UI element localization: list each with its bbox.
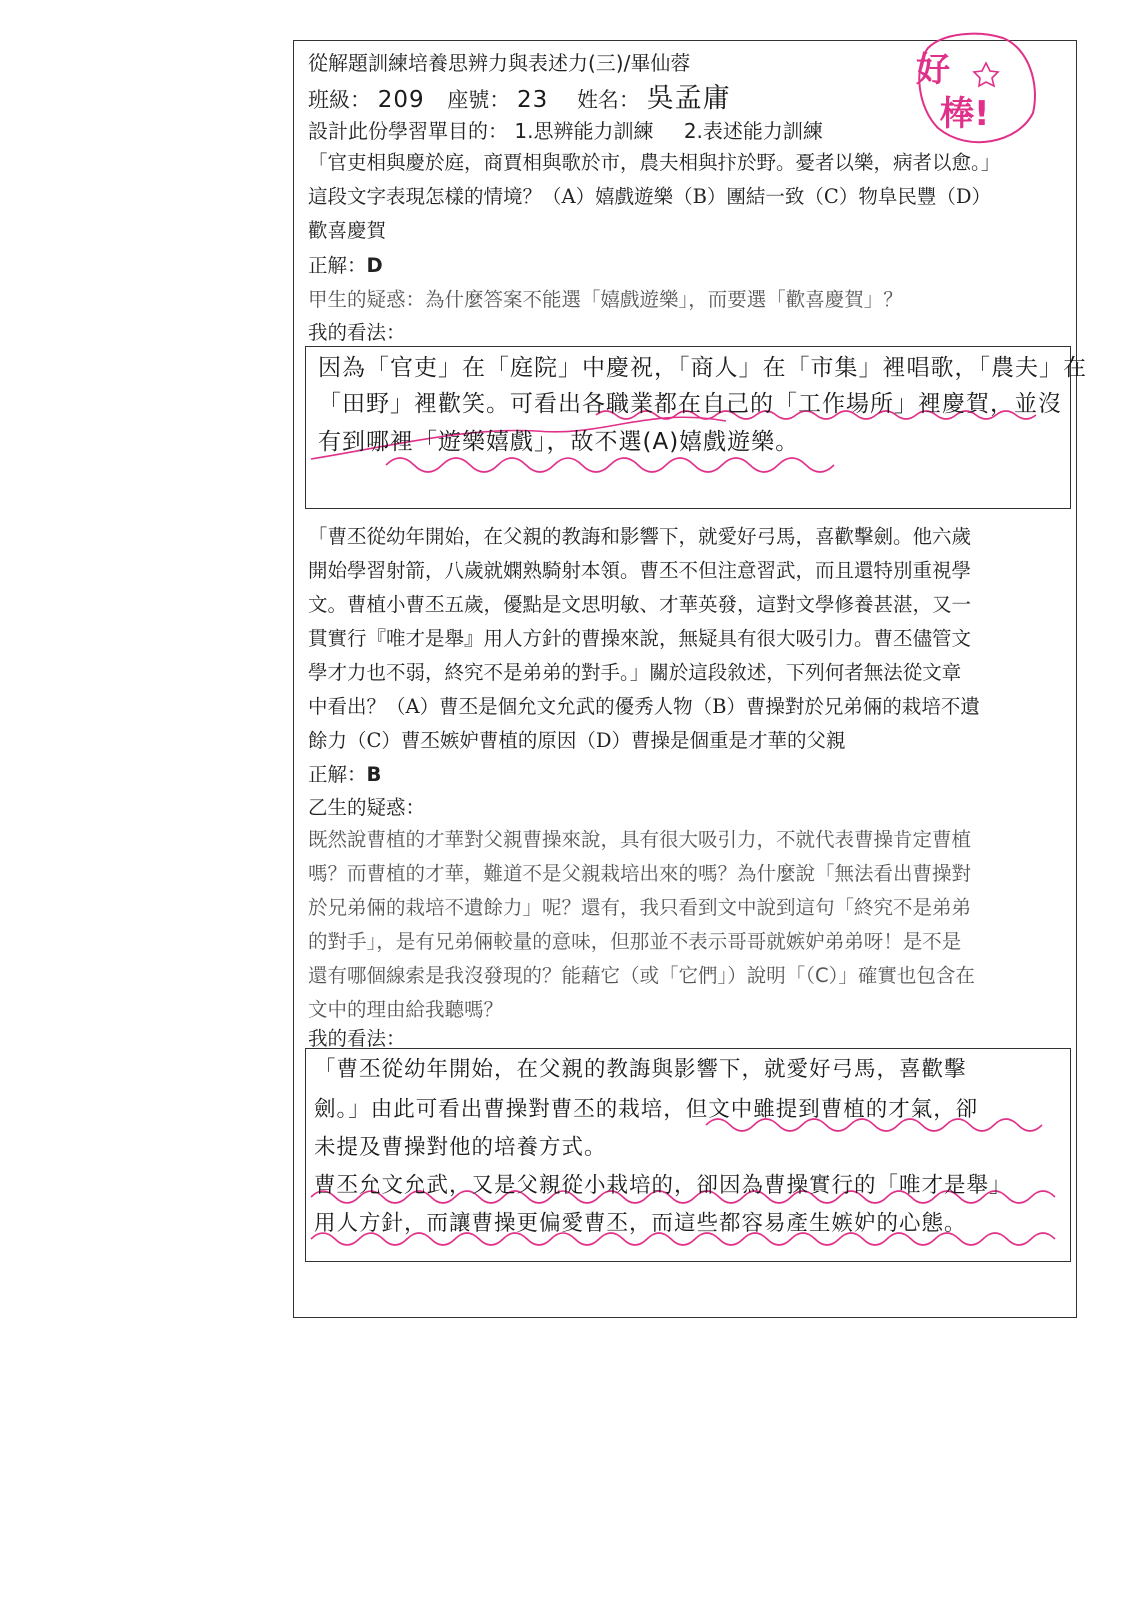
purpose-row [308, 118, 823, 144]
q2-passage-line-1: 「曹丕從幼年開始，在父親的教誨和影響下，就愛好弓馬，喜歡擊劍。他六歲 [308, 525, 972, 548]
q2-doubt-line-1: 既然說曹植的才華對父親曹操來說，具有很大吸引力，不就代表曹操肯定曹植 [308, 828, 972, 851]
q2-passage-line-7: 餘力（C）曹丕嫉妒曹植的原因（D）曹操是個重是才華的父親 [308, 729, 846, 752]
q2-view-label: 我的看法： [308, 1027, 406, 1050]
q2-handwritten-line-1: 「曹丕從幼年開始，在父親的教誨與影響下，就愛好弓馬，喜歡擊 [314, 1057, 967, 1082]
q2-doubt-line-4: 的對手」，是有兄弟倆較量的意味，但那並不表示哥哥就嫉妒弟弟呀！是不是 [308, 930, 962, 953]
q1-passage-line-1: 「官吏相與慶於庭，商賈相與歌於市，農夫相與抃於野。憂者以樂，病者以愈。」 [308, 151, 1001, 174]
q2-passage-line-4: 貫實行『唯才是舉』用人方針的曹操來說，無疑具有很大吸引力。曹丕儘管文 [308, 627, 972, 650]
q2-doubt-label: 乙生的疑惑： [308, 796, 426, 819]
stamp-text-great: 棒! [940, 94, 990, 134]
q2-answer [308, 762, 381, 788]
q1-handwritten-line-3: 有到哪裡「遊樂嬉戲」，故不選(A)嬉戲遊樂。 [318, 429, 800, 455]
q1-doubt: 甲生的疑惑：為什麼答案不能選「嬉戲遊樂」，而要選「歡喜慶賀」？ [308, 288, 903, 311]
q2-answer-label: 正解： [308, 763, 367, 786]
q2-handwritten-line-4: 曹丕允文允武，又是父親從小栽培的，卻因為曹操實行的「唯才是舉」 [314, 1173, 1012, 1198]
name-value: 吳孟庸 [646, 83, 731, 114]
q2-answer-box [305, 1048, 1071, 1262]
stamp-text-good: 好 [916, 50, 950, 90]
purpose-2: 2.表述能力訓練 [683, 119, 823, 143]
q1-answer-value: D [366, 254, 383, 277]
teacher-praise-stamp [908, 28, 1040, 148]
q2-handwritten-line-3: 未提及曹操對他的培養方式。 [314, 1135, 607, 1160]
q2-doubt-line-3: 於兄弟倆的栽培不遺餘力」呢？還有，我只看到文中說到這句「終究不是弟弟 [308, 896, 972, 919]
q2-handwritten-line-5: 用人方針，而讓曹操更偏愛曹丕，而這些都容易產生嫉妒的心態。 [314, 1211, 967, 1236]
q1-answer-box [305, 346, 1087, 509]
seat-value: 23 [516, 87, 549, 113]
q2-answer-value: B [366, 763, 382, 786]
q2-handwritten-line-2: 劍。」由此可看出曹操對曹丕的栽培，但文中雖提到曹植的才氣，卻 [314, 1097, 979, 1122]
q1-handwritten-line-2: 「田野」裡歡笑。可看出各職業都在自己的「工作場所」裡慶賀，並沒 [318, 391, 1062, 417]
seat-label: 座號： [447, 88, 511, 112]
q2-doubt-line-5: 還有哪個線索是我沒發現的？能藉它（或「它們」）說明「（C）」確實也包含在 [308, 964, 975, 987]
worksheet-title: 從解題訓練培養思辨力與表述力(三)/畢仙蓉 [308, 51, 691, 75]
q2-doubt-line-2: 嗎？而曹植的才華，難道不是父親栽培出來的嗎？為什麼說「無法看出曹操對 [308, 862, 972, 885]
class-value: 209 [377, 87, 425, 113]
q2-passage-line-2: 開始學習射箭，八歲就嫻熟騎射本領。曹丕不但注意習武，而且還特別重視學 [308, 559, 972, 582]
student-info-row [308, 83, 731, 114]
q2-passage-line-3: 文。曹植小曹丕五歲，優點是文思明敏、才華英發，這對文學修養甚湛，又一 [308, 593, 972, 616]
q1-passage-line-2: 這段文字表現怎樣的情境？（A）嬉戲遊樂（B）團結一致（C）物阜民豐（D） [308, 185, 991, 208]
q2-doubt-line-6: 文中的理由給我聽嗎？ [308, 998, 504, 1021]
name-label: 姓名： [576, 88, 640, 112]
q1-handwritten-line-1: 因為「官吏」在「庭院」中慶祝，「商人」在「市集」裡唱歌，「農夫」在 [318, 355, 1087, 381]
q1-passage-line-3: 歡喜慶賀 [308, 219, 387, 242]
q1-answer-label: 正解： [308, 254, 367, 277]
q1-answer [308, 253, 383, 279]
q1-view-label: 我的看法： [308, 321, 406, 344]
purpose-label: 設計此份學習單目的： [308, 119, 508, 143]
purpose-1: 1.思辨能力訓練 [514, 119, 654, 143]
q2-passage-line-6: 中看出？（A）曹丕是個允文允武的優秀人物（B）曹操對於兄弟倆的栽培不遺 [308, 695, 980, 718]
q2-passage-line-5: 學才力也不弱，終究不是弟弟的對手。」關於這段敘述，下列何者無法從文章 [308, 661, 962, 684]
class-label: 班級： [308, 88, 371, 112]
